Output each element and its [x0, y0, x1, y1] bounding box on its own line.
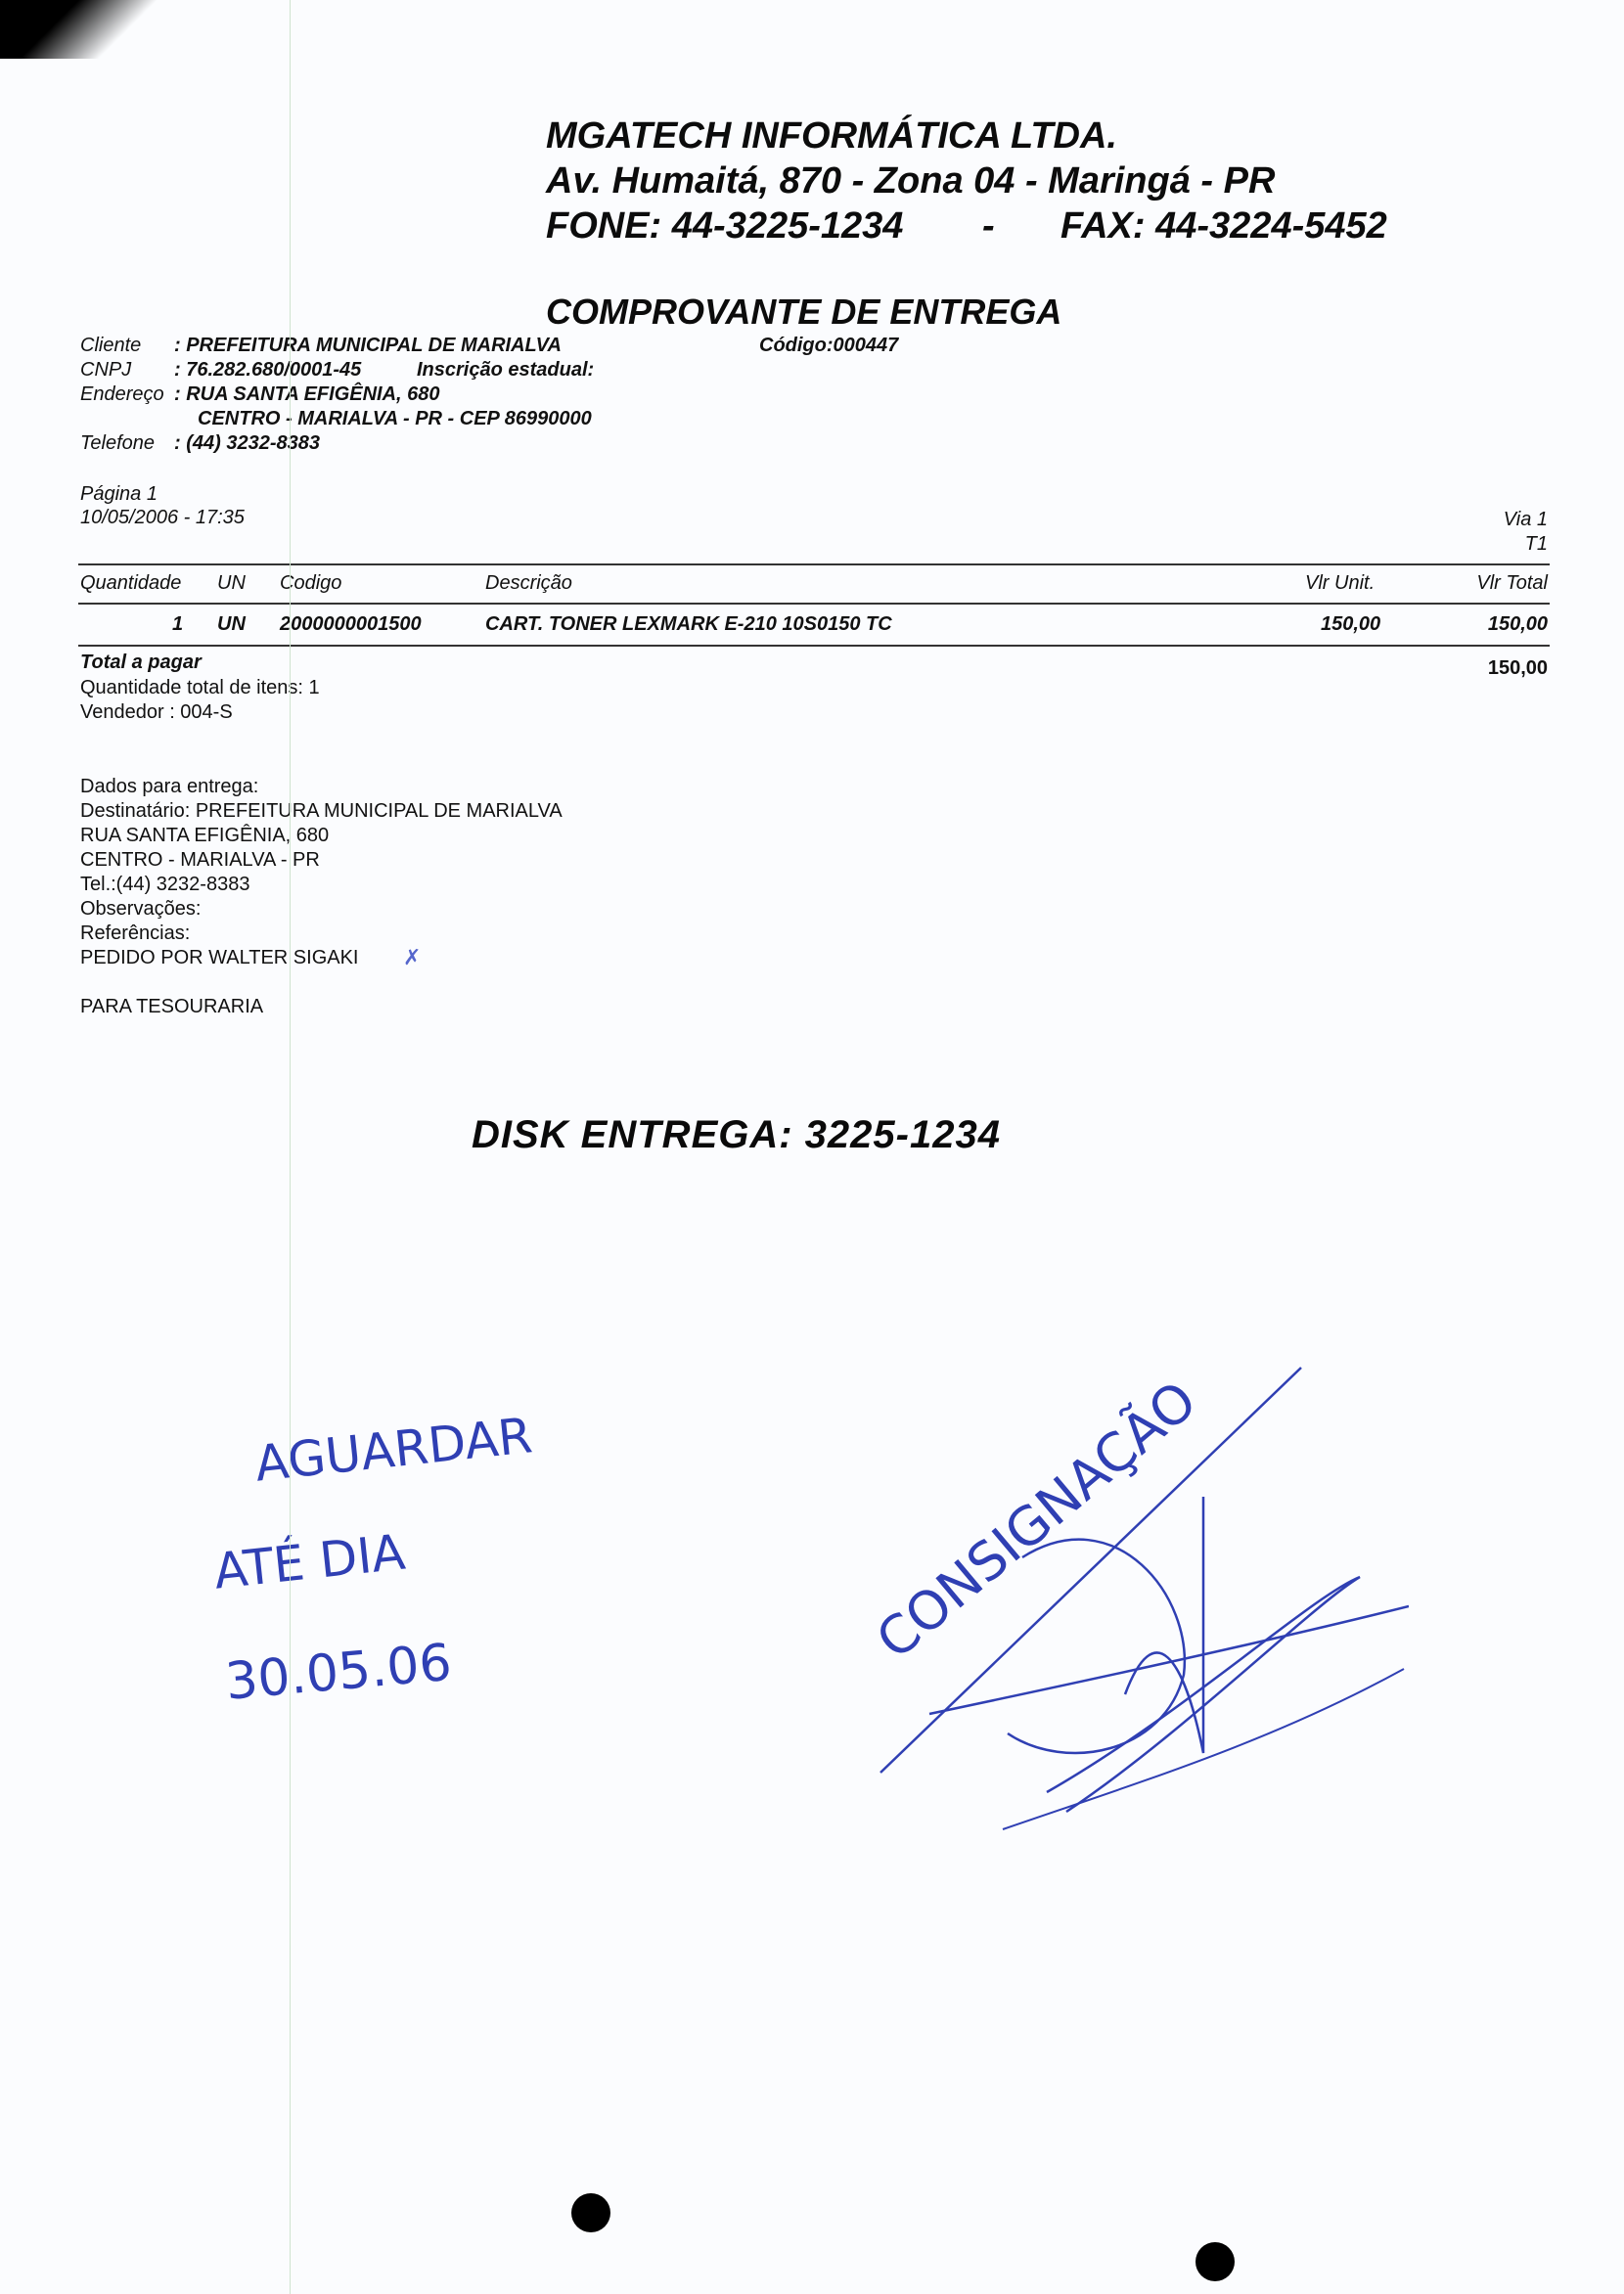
company-fax: FAX: 44-3224-5452 — [1060, 205, 1387, 247]
company-address: Av. Humaitá, 870 - Zona 04 - Maringá - PR — [546, 160, 1276, 202]
client-phone: : (44) 3232-8383 — [174, 432, 320, 454]
handwritten-note-line-1: AGUARDAR — [252, 1407, 535, 1493]
client-label: Cliente — [80, 335, 142, 356]
delivery-refs: Referências: — [80, 922, 191, 944]
company-phone: FONE: 44-3225-1234 — [546, 205, 904, 247]
col-header-un: UN — [217, 572, 246, 594]
col-header-code: Codigo — [280, 572, 342, 594]
cell-qty: 1 — [172, 613, 184, 635]
seller: Vendedor : 004-S — [80, 701, 233, 723]
total-value: 150,00 — [1487, 657, 1548, 679]
handwritten-note-line-2: ATÉ DIA — [211, 1523, 408, 1600]
state-registration: Inscrição estadual: — [417, 359, 595, 381]
scan-corner — [0, 0, 166, 59]
scan-line — [290, 0, 291, 2294]
table-header-rule — [78, 603, 1550, 605]
address-label: Endereço — [80, 383, 164, 405]
cnpj-value: : 76.282.680/0001-45 — [174, 359, 362, 381]
issue-datetime: 10/05/2006 - 17:35 — [80, 507, 245, 528]
delivery-ordered-by: PEDIDO POR WALTER SIGAKI — [80, 947, 359, 968]
handwritten-consignment: CONSIGNAÇÃO — [865, 1369, 1208, 1672]
cell-desc: CART. TONER LEXMARK E-210 10S0150 TC — [485, 613, 892, 635]
col-header-unit: Vlr Unit. — [1305, 572, 1376, 594]
col-header-total: Vlr Total — [1476, 572, 1548, 594]
via-number: Via 1 — [1503, 509, 1548, 530]
col-header-desc: Descrição — [485, 572, 572, 594]
delivery-banner: DISK ENTREGA: 3225-1234 — [472, 1113, 1001, 1156]
document-title: COMPROVANTE DE ENTREGA — [546, 292, 1062, 332]
page-number: Página 1 — [80, 483, 158, 505]
total-items: Quantidade total de itens: 1 — [80, 677, 320, 698]
delivery-street: RUA SANTA EFIGÊNIA, 680 — [80, 825, 330, 846]
terminal-id: T1 — [1524, 533, 1548, 555]
table-bottom-rule — [78, 645, 1550, 647]
cell-code: 2000000001500 — [280, 613, 422, 635]
col-header-qty: Quantidade — [80, 572, 182, 594]
company-name: MGATECH INFORMÁTICA LTDA. — [546, 115, 1117, 157]
address-line-1: : RUA SANTA EFIGÊNIA, 680 — [174, 383, 440, 405]
delivery-recipient: Destinatário: PREFEITURA MUNICIPAL DE MARIALVA — [80, 800, 563, 822]
delivery-city: CENTRO - MARIALVA - PR — [80, 849, 320, 871]
header-separator: - — [982, 205, 995, 247]
phone-label: Telefone — [80, 432, 155, 454]
punch-hole — [571, 2193, 610, 2232]
punch-hole — [1195, 2242, 1235, 2281]
check-mark-icon: ✗ — [403, 945, 422, 969]
delivery-for: PARA TESOURARIA — [80, 996, 264, 1017]
client-name: : PREFEITURA MUNICIPAL DE MARIALVA — [174, 335, 562, 356]
delivery-heading: Dados para entrega: — [80, 776, 259, 797]
table-top-rule — [78, 563, 1550, 565]
handwritten-note-line-3: 30.05.06 — [223, 1633, 454, 1712]
cnpj-label: CNPJ — [80, 359, 132, 381]
total-label: Total a pagar — [80, 652, 202, 673]
signature — [861, 1350, 1409, 1839]
document-code: Código:000447 — [759, 335, 899, 356]
delivery-phone: Tel.:(44) 3232-8383 — [80, 874, 250, 895]
delivery-notes: Observações: — [80, 898, 202, 920]
client-info — [0, 335, 978, 462]
cell-unit: 150,00 — [1321, 613, 1381, 635]
cell-total: 150,00 — [1487, 613, 1548, 635]
address-line-2: CENTRO - MARIALVA - PR - CEP 86990000 — [198, 408, 592, 429]
cell-un: UN — [217, 613, 246, 635]
